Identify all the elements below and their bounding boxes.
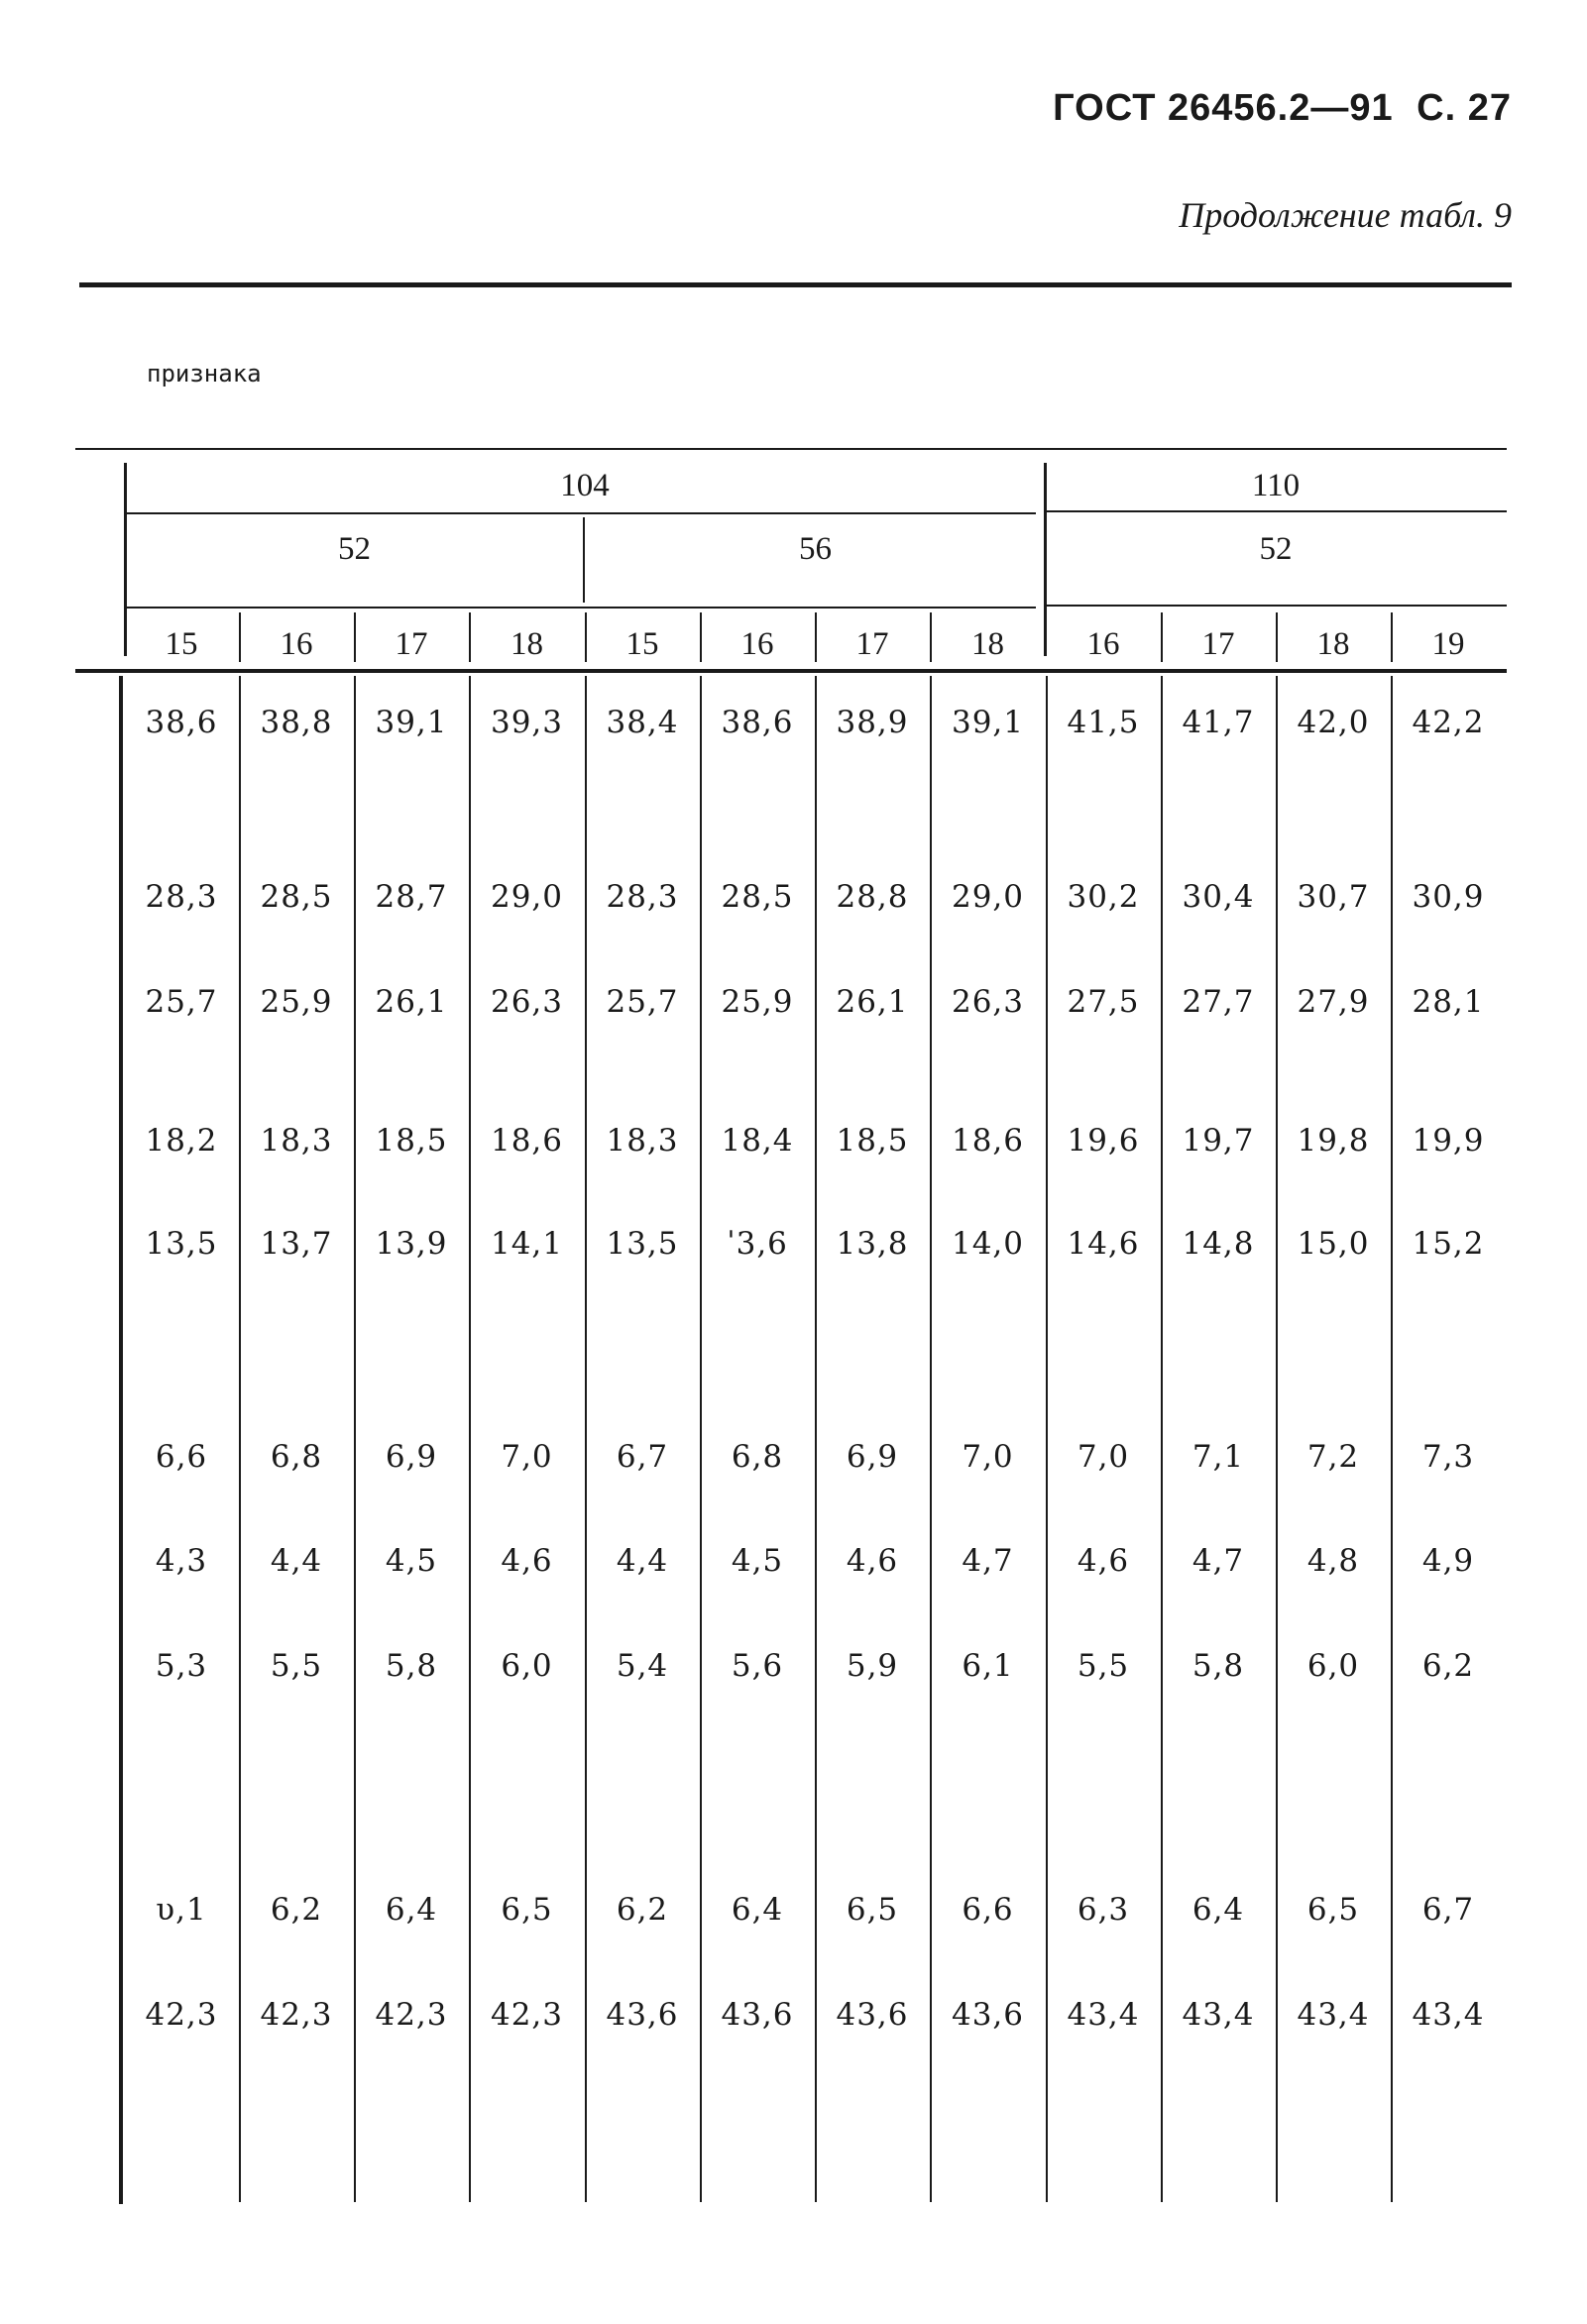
column-number: 19 [1431, 626, 1465, 662]
col-divider-body [469, 676, 471, 2202]
table-cell: 41,7 [1182, 705, 1255, 740]
table-cell: 6,7 [616, 1439, 669, 1475]
table-cell: υ,1 [156, 1892, 207, 1928]
table-cell: 26,1 [375, 984, 448, 1020]
table-cell: 4,5 [731, 1543, 784, 1579]
table-cell: 4,6 [846, 1543, 899, 1579]
table-top-rule [75, 448, 1507, 450]
table-cell: 6,6 [962, 1892, 1014, 1928]
table-cell: 14,8 [1182, 1226, 1255, 1262]
table-cell: 4,4 [270, 1543, 323, 1579]
col-divider-header [815, 612, 817, 662]
table-cell: 6,0 [501, 1648, 553, 1684]
table-cell: 6,5 [1306, 1892, 1360, 1928]
subgroup-underline-104 [124, 607, 1036, 609]
group-110-underline [1046, 510, 1507, 512]
col-divider-header [354, 612, 356, 662]
group-104-underline [124, 512, 1036, 514]
column-number: 18 [971, 626, 1004, 662]
table-cell: 30,2 [1067, 879, 1140, 915]
table-cell: 6,0 [1306, 1648, 1360, 1684]
table-cell: 27,5 [1067, 984, 1140, 1020]
col-divider-header [239, 612, 241, 662]
subgroup-label: 52 [1259, 531, 1293, 567]
table-cell: ˈ3,6 [727, 1226, 788, 1262]
table-cell: 4,3 [155, 1543, 208, 1579]
table-cell: 19,7 [1182, 1123, 1255, 1159]
group-label: 104 [560, 468, 610, 503]
table-cell: 14,6 [1067, 1226, 1140, 1262]
col-divider-header [585, 612, 587, 662]
table-cell: 39,1 [375, 705, 448, 740]
table-cell: 5,9 [846, 1648, 899, 1684]
table-cell: 13,8 [836, 1226, 909, 1262]
col-divider-body [585, 676, 587, 2202]
table-cell: 7,2 [1306, 1439, 1360, 1475]
table-cell: 28,5 [721, 879, 794, 915]
table-cell: 15,2 [1412, 1226, 1485, 1262]
table-cell: 25,9 [260, 984, 333, 1020]
page-header [1053, 87, 1512, 130]
col-divider-header [930, 612, 932, 662]
column-label: признака [147, 360, 262, 387]
table-cell: 6,8 [270, 1439, 323, 1475]
table-cell: 18,2 [145, 1123, 218, 1159]
table-cell: 38,8 [260, 705, 333, 740]
table-cell: 28,5 [260, 879, 333, 915]
table-cell: 27,9 [1297, 984, 1370, 1020]
table-cell: 7,1 [1191, 1439, 1245, 1475]
table-cell: 19,6 [1067, 1123, 1140, 1159]
table-cell: 6,4 [385, 1892, 438, 1928]
standard-code: ГОСТ 26456.2—91 [1053, 87, 1394, 129]
col-divider-body [700, 676, 702, 2202]
column-number: 16 [280, 626, 313, 662]
table-cell: 25,7 [145, 984, 218, 1020]
column-number: 15 [625, 626, 659, 662]
table-cell: 43,4 [1297, 1997, 1370, 2033]
table-cell: 6,2 [616, 1892, 669, 1928]
col-divider-body [1276, 676, 1278, 2202]
table-cell: 42,3 [490, 1997, 564, 2033]
col-divider-header [469, 612, 471, 662]
table-cell: 6,4 [731, 1892, 784, 1928]
table-cell: 5,3 [155, 1648, 208, 1684]
table-cell: 30,7 [1297, 879, 1370, 915]
table-cell: 4,7 [1191, 1543, 1245, 1579]
table-cell: 5,4 [616, 1648, 669, 1684]
table-cell: 30,4 [1182, 879, 1255, 915]
column-number: 18 [510, 626, 543, 662]
table-cell: 6,6 [155, 1439, 208, 1475]
table-cell: 42,0 [1297, 705, 1370, 740]
table-cell: 29,0 [490, 879, 564, 915]
table-cell: 43,6 [721, 1997, 794, 2033]
table-cell: 41,5 [1067, 705, 1140, 740]
table-cell: 26,1 [836, 984, 909, 1020]
table-cell: 39,3 [490, 705, 564, 740]
table-cell: 43,4 [1067, 1997, 1140, 2033]
table-cell: 6,8 [731, 1439, 784, 1475]
table-cell: 38,6 [145, 705, 218, 740]
table-cell: 4,6 [1077, 1543, 1130, 1579]
col-divider-body [930, 676, 932, 2202]
table-cell: 42,2 [1412, 705, 1485, 740]
table-cell: 43,6 [606, 1997, 679, 2033]
table-cell: 6,3 [1077, 1892, 1130, 1928]
table-cell: 42,3 [375, 1997, 448, 2033]
subgroup-label: 52 [338, 531, 371, 567]
left-border-header [124, 463, 127, 656]
table-cell: 38,6 [721, 705, 794, 740]
table-cell: 43,6 [951, 1997, 1025, 2033]
table-cell: 13,5 [606, 1226, 679, 1262]
table-cell: 4,4 [616, 1543, 669, 1579]
table-cell: 13,9 [375, 1226, 448, 1262]
column-number: 17 [855, 626, 889, 662]
table-cell: 28,7 [375, 879, 448, 915]
table-cell: 6,5 [501, 1892, 553, 1928]
header-bottom-rule [75, 669, 1507, 673]
col-divider-header [700, 612, 702, 662]
table-cell: 6,9 [385, 1439, 438, 1475]
table-cell: 25,7 [606, 984, 679, 1020]
table-cell: 28,8 [836, 879, 909, 915]
table-cell: 4,9 [1421, 1543, 1475, 1579]
table-cell: 5,5 [270, 1648, 323, 1684]
table-cell: 29,0 [951, 879, 1025, 915]
table-cell: 6,1 [962, 1648, 1014, 1684]
table-cell: 13,7 [260, 1226, 333, 1262]
table-continuation-note: Продолжение табл. 9 [1179, 195, 1512, 235]
table-cell: 28,3 [145, 879, 218, 915]
table-cell: 38,4 [606, 705, 679, 740]
table-cell: 39,1 [951, 705, 1025, 740]
table-cell: 18,4 [721, 1123, 794, 1159]
table-cell: 4,7 [962, 1543, 1014, 1579]
table-cell: 6,4 [1191, 1892, 1245, 1928]
group-label: 110 [1251, 468, 1301, 503]
table-cell: 4,5 [385, 1543, 438, 1579]
table-cell: 43,4 [1412, 1997, 1485, 2033]
table-cell: 18,3 [606, 1123, 679, 1159]
table-cell: 18,5 [836, 1123, 909, 1159]
header-rule [79, 282, 1512, 287]
table-cell: 28,1 [1412, 984, 1485, 1020]
column-number: 16 [740, 626, 774, 662]
subgroup-label: 56 [799, 531, 832, 567]
table-cell: 4,8 [1306, 1543, 1360, 1579]
table-cell: 19,8 [1297, 1123, 1370, 1159]
table-cell: 18,6 [490, 1123, 564, 1159]
table-cell: 18,5 [375, 1123, 448, 1159]
col-divider-body [1391, 676, 1393, 2202]
page-number: С. 27 [1417, 87, 1512, 129]
left-border-body [119, 676, 123, 2204]
subgroup-divider-header [583, 517, 585, 603]
column-number: 17 [1201, 626, 1235, 662]
table-cell: 42,3 [260, 1997, 333, 2033]
col-divider-header [1391, 612, 1393, 662]
table-cell: 27,7 [1182, 984, 1255, 1020]
col-divider-header [1276, 612, 1278, 662]
table-cell: 5,8 [385, 1648, 438, 1684]
group-divider-header [1044, 463, 1047, 656]
table-cell: 7,0 [962, 1439, 1014, 1475]
table-cell: 5,8 [1191, 1648, 1245, 1684]
table-cell: 5,6 [731, 1648, 784, 1684]
table-cell: 18,6 [951, 1123, 1025, 1159]
table-cell: 4,6 [501, 1543, 553, 1579]
table-cell: 25,9 [721, 984, 794, 1020]
column-number: 17 [395, 626, 428, 662]
table-cell: 18,3 [260, 1123, 333, 1159]
column-number: 15 [165, 626, 198, 662]
table-cell: 15,0 [1297, 1226, 1370, 1262]
table-cell: 14,1 [490, 1226, 564, 1262]
subgroup-underline-110 [1046, 605, 1507, 607]
table-cell: 6,9 [846, 1439, 899, 1475]
table-cell: 28,3 [606, 879, 679, 915]
table-cell: 43,6 [836, 1997, 909, 2033]
table-cell: 38,9 [836, 705, 909, 740]
col-divider-body [354, 676, 356, 2202]
col-divider-body [1046, 676, 1048, 2202]
table-cell: 7,0 [1077, 1439, 1130, 1475]
table-cell: 5,5 [1077, 1648, 1130, 1684]
table-cell: 6,7 [1421, 1892, 1475, 1928]
table-cell: 6,5 [846, 1892, 899, 1928]
table-cell: 26,3 [951, 984, 1025, 1020]
col-divider-body [239, 676, 241, 2202]
column-number: 16 [1086, 626, 1120, 662]
table-cell: 13,5 [145, 1226, 218, 1262]
table-cell: 6,2 [1421, 1648, 1475, 1684]
col-divider-body [1161, 676, 1163, 2202]
table-cell: 7,3 [1421, 1439, 1475, 1475]
col-divider-body [815, 676, 817, 2202]
table-cell: 7,0 [501, 1439, 553, 1475]
table-cell: 30,9 [1412, 879, 1485, 915]
table-cell: 26,3 [490, 984, 564, 1020]
table-cell: 42,3 [145, 1997, 218, 2033]
table-cell: 19,9 [1412, 1123, 1485, 1159]
table-cell: 43,4 [1182, 1997, 1255, 2033]
col-divider-header [1161, 612, 1163, 662]
column-number: 18 [1316, 626, 1350, 662]
table-cell: 6,2 [270, 1892, 323, 1928]
table-cell: 14,0 [951, 1226, 1025, 1262]
